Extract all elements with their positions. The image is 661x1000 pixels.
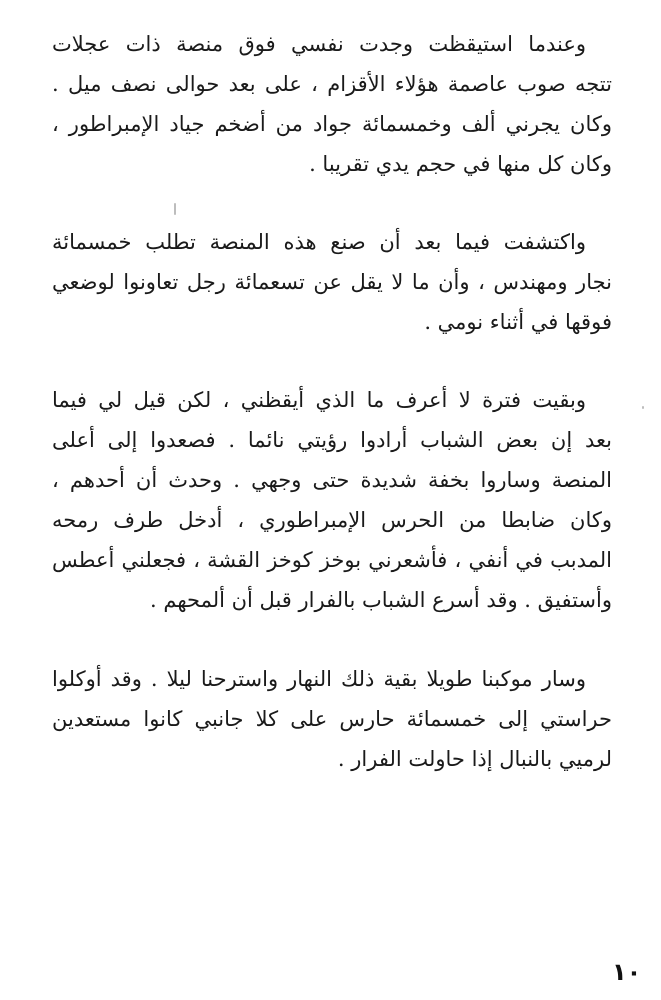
text-line: وعندما استيقظت وجدت نفسي فوق منصة ذات عجلات bbox=[52, 32, 586, 56]
text-line: المدبب في أنفي ، فأشعرني بوخز كوخز القشة ، فجعلني أعطس bbox=[52, 548, 612, 572]
text-line: وكان يجرني ألف وخمسمائة جواد من أضخم جياد الإمبراطور ، bbox=[52, 112, 612, 136]
text-line: نجار ومهندس ، وأن ما لا يقل عن تسعمائة رجل تعاونوا لوضعي bbox=[52, 270, 612, 294]
page-number: ١٠ bbox=[612, 958, 642, 986]
text-line: وأستفيق . وقد أسرع الشباب بالفرار قبل أن ألمحهم . bbox=[150, 588, 612, 612]
text-line: وبقيت فترة لا أعرف ما الذي أيقظني ، لكن قيل لي فيما bbox=[52, 388, 586, 412]
scan-speck bbox=[174, 203, 176, 215]
text-line: وسار موكبنا طويلا بقية ذلك النهار واسترحنا ليلا . وقد أوكلوا bbox=[52, 667, 586, 691]
text-line: المنصة وساروا بخفة شديدة حتى وجهي . وحدث أن أحدهم ، bbox=[52, 468, 612, 492]
paragraph-4 bbox=[52, 659, 612, 779]
paragraph-2 bbox=[52, 222, 612, 342]
text-line: وكان ضابطا من الحرس الإمبراطوري ، أدخل طرف رمحه bbox=[52, 508, 612, 532]
paragraph-1 bbox=[52, 24, 612, 184]
text-line: تتجه صوب عاصمة هؤلاء الأقزام ، على بعد حوالى نصف ميل . bbox=[52, 72, 612, 96]
text-line: فوقها في أثناء نومي . bbox=[424, 310, 612, 334]
text-line: وكان كل منها في حجم يدي تقريبا . bbox=[309, 152, 612, 176]
text-line: بعد إن بعض الشباب أرادوا رؤيتي نائما . فصعدوا إلى أعلى bbox=[52, 428, 612, 452]
paragraph-3 bbox=[52, 380, 612, 620]
text-line: واكتشفت فيما بعد أن صنع هذه المنصة تطلب خمسمائة bbox=[52, 230, 586, 254]
text-line: حراستي إلى خمسمائة حارس على كلا جانبي كانوا مستعدين bbox=[52, 707, 612, 731]
text-line: لرميي بالنبال إذا حاولت الفرار . bbox=[337, 747, 612, 771]
scan-speck bbox=[642, 406, 644, 409]
